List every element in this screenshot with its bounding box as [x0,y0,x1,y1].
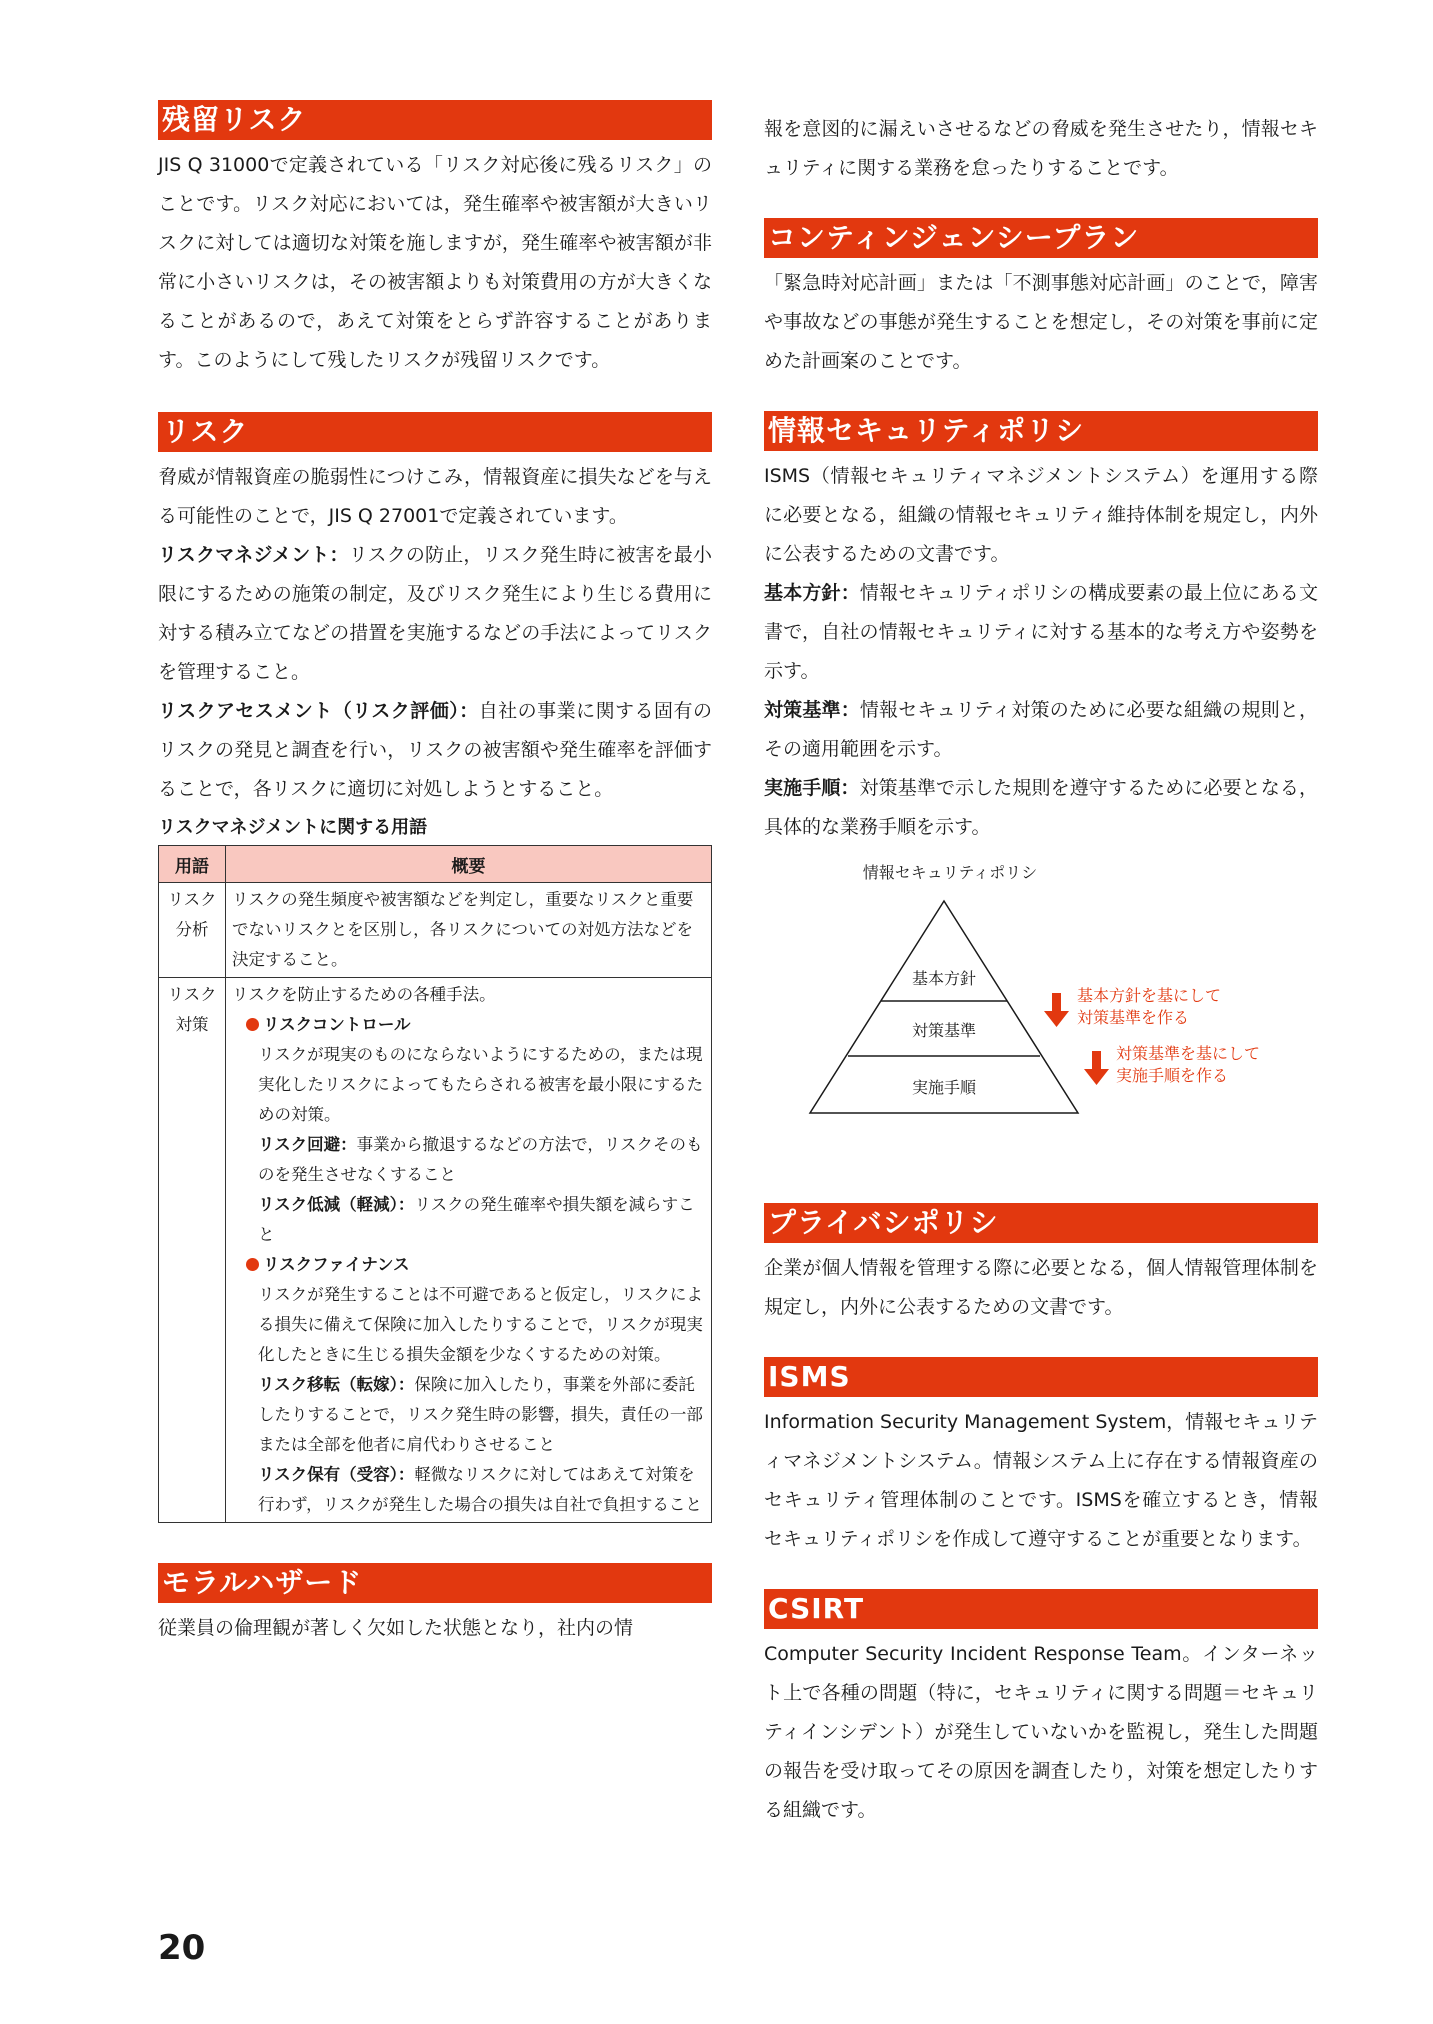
page-number: 20 [158,1928,206,1968]
pyramid-level-standards: 対策基準 [911,1021,977,1040]
policy-pyramid-diagram [764,851,1318,1181]
risk-management-body: リスクの防止，リスク発生時に被害を最小限にするための施策の制定，及びリスク発生により生じる費用に対する積み立てなどの措置を実施するなどの手法によってリスクを管理すること。 [158,544,712,683]
table-row [159,883,712,978]
privacy-policy-body: 企業が個人情報を管理する際に必要となる，個人情報管理体制を規定し，内外に公表するための文書です。 [764,1257,1318,1318]
residual-risk-body: JIS Q 31000で定義されている「リスク対応後に残るリスク」のことです。リスク対応においては，発生確率や被害額が大きいリスクに対しては適切な対策を施しますが，発生確率や被害額が非常に小さいリスクは，その被害額よりも対策費用の方が大きくなることがあるので，あえて対策をとらず許容することがあります。このようにして残したリスクが残留リスクです。 [158,154,712,371]
risk-reduction [232,1190,705,1250]
table-cell-term [159,978,226,1523]
left-column [158,100,712,1648]
term-line: リスク [167,890,217,909]
section-heading-contingency-plan: コンティンジェンシープラン [764,218,1318,258]
diagram-title: 情報セキュリティポリシ [862,863,1038,882]
term-line: 対策 [175,1015,209,1034]
section-heading-isms: ISMS [764,1357,1318,1397]
basic-policy-term: 基本方針： [764,582,860,604]
policy-pyramid-svg [764,851,1318,1181]
basic-policy-body: 情報セキュリティポリシの構成要素の最上位にある文書で，自社の情報セキュリティに対する基本的な考え方や姿勢を示す。 [764,582,1318,682]
section-heading-privacy-policy: プライバシポリシ [764,1203,1318,1243]
risk-terms-table [158,845,712,1523]
table-header-term: 用語 [159,846,226,883]
arrow-note-2-line2: 実施手順を作る [1116,1066,1229,1085]
table-title: リスクマネジメントに関する用語 [158,817,428,838]
risk-assessment-body: 自社の事業に関する固有のリスクの発見と調査を行い，リスクの被害額や発生確率を評価することで，各リスクに適切に対処しようとすること。 [158,700,712,800]
arrow-note-1-line1: 基本方針を基にして [1077,986,1222,1005]
risk-reduction-term: リスク低減（軽減）： [258,1195,415,1214]
table-header-description: 概要 [226,846,712,883]
risk-avoidance-body: 事業から撤退するなどの方法で，リスクそのものを発生させなくすること [258,1135,703,1184]
standards-paragraph [764,691,1318,769]
section-heading-csirt: CSIRT [764,1589,1318,1629]
table-cell-description [226,978,712,1523]
bullet-icon [246,1258,259,1271]
risk-transfer-body: 保険に加入したり，事業を外部に委託したりすることで，リスク発生時の影響，損失，責任の一部または全部を他者に肩代わりさせること [258,1375,703,1454]
moral-hazard-continued: 報を意図的に漏えいさせるなどの脅威を発生させたり，情報セキュリティに関する業務を怠ったりすることです。 [764,118,1318,179]
section-heading-security-policy: 情報セキュリティポリシ [764,411,1318,451]
risk-assessment-term: リスクアセスメント（リスク評価）： [158,700,479,722]
bullet-icon [246,1018,259,1031]
term-line: 分析 [175,920,209,939]
table-header-row [159,846,712,883]
risk-retention-body: 軽微なリスクに対してはあえて対策を行わず，リスクが発生した場合の損失は自社で負担すること [258,1465,702,1514]
risk-management-term: リスクマネジメント： [158,544,349,566]
down-arrow-icon [1044,993,1069,1027]
risk-avoidance [232,1130,705,1190]
table-cell-description: リスクの発生頻度や被害額などを判定し，重要なリスクと重要でないリスクとを区別し，各リスクについての対処方法などを決定すること。 [226,883,712,978]
section-heading-risk: リスク [158,412,712,452]
basic-policy-paragraph [764,574,1318,691]
risk-retention-term: リスク保有（受容）： [258,1465,415,1484]
risk-measures-intro: リスクを防止するための各種手法。 [232,985,496,1004]
standards-term: 対策基準： [764,699,860,721]
section-heading-moral-hazard: モラルハザード [158,1563,712,1603]
risk-control-body: リスクが現実のものにならないようにするための，または現実化したリスクによってもたらされる被害を最小限にするための対策。 [258,1045,704,1124]
risk-reduction-body: リスクの発生確率や損失額を減らすこと [258,1195,695,1244]
procedures-term: 実施手順： [764,777,860,799]
risk-control-title [232,1010,705,1040]
moral-hazard-body: 従業員の倫理観が著しく欠如した状態となり，社内の情 [158,1617,634,1639]
contingency-plan-body: 「緊急時対応計画」または「不測事態対応計画」のことで，障害や事故などの事態が発生することを想定し，その対策を事前に定めた計画案のことです。 [764,272,1318,372]
standards-body: 情報セキュリティ対策のために必要な組織の規則と，その適用範囲を示す。 [764,699,1318,760]
risk-finance-title [232,1250,705,1280]
table-cell-term [159,883,226,978]
security-policy-body: ISMS（情報セキュリティマネジメントシステム）を運用する際に必要となる，組織の情報セキュリティ維持体制を規定し，内外に公表するための文書です。 [764,465,1318,565]
term-line: リスク [167,985,217,1004]
risk-management-paragraph [158,536,712,692]
procedures-body: 対策基準で示した規則を遵守するために必要となる，具体的な業務手順を示す。 [764,777,1318,838]
risk-assessment-paragraph [158,692,712,809]
table-row [159,978,712,1523]
risk-body-text: 脅威が情報資産の脆弱性につけこみ，情報資産に損失などを与える可能性のことで，JIS Q 27001で定義されています。 [158,466,712,527]
arrow-note-2-line1: 対策基準を基にして [1116,1044,1261,1063]
isms-body: Information Security Management System，情報セキュリティマネジメントシステム。情報システム上に存在する情報資産のセキュリティ管理体制のことです。ISMSを確立するとき，情報セキュリティポリシを作成して遵守することが重要となります。 [764,1411,1318,1550]
risk-avoidance-term: リスク回避： [258,1135,357,1154]
pyramid-level-procedures: 実施手順 [911,1078,977,1097]
arrow-note-1-line2: 対策基準を作る [1077,1008,1190,1027]
right-column [764,100,1318,1830]
risk-transfer-term: リスク移転（転嫁）： [258,1375,415,1394]
risk-finance-body: リスクが発生することは不可避であると仮定し，リスクによる損失に備えて保険に加入したりすることで，リスクが現実化したときに生じる損失金額を少なくするための対策。 [258,1285,703,1364]
down-arrow-icon [1084,1051,1109,1085]
pyramid-level-basic-policy: 基本方針 [911,969,977,988]
section-heading-residual-risk: 残留リスク [158,100,712,140]
procedures-paragraph [764,769,1318,847]
risk-retention [232,1460,705,1520]
csirt-body: Computer Security Incident Response Team。インターネット上で各種の問題（特に，セキュリティに関する問題＝セキュリティインシデント）が発生していないかを監視し，発生した問題の報告を受け取ってその原因を調査したり，対策を想定したりする組織です。 [764,1643,1318,1821]
risk-transfer [232,1370,705,1460]
risk-control-label: リスクコントロール [263,1015,411,1034]
risk-finance-label: リスクファイナンス [263,1255,410,1274]
risk-body [158,458,712,536]
